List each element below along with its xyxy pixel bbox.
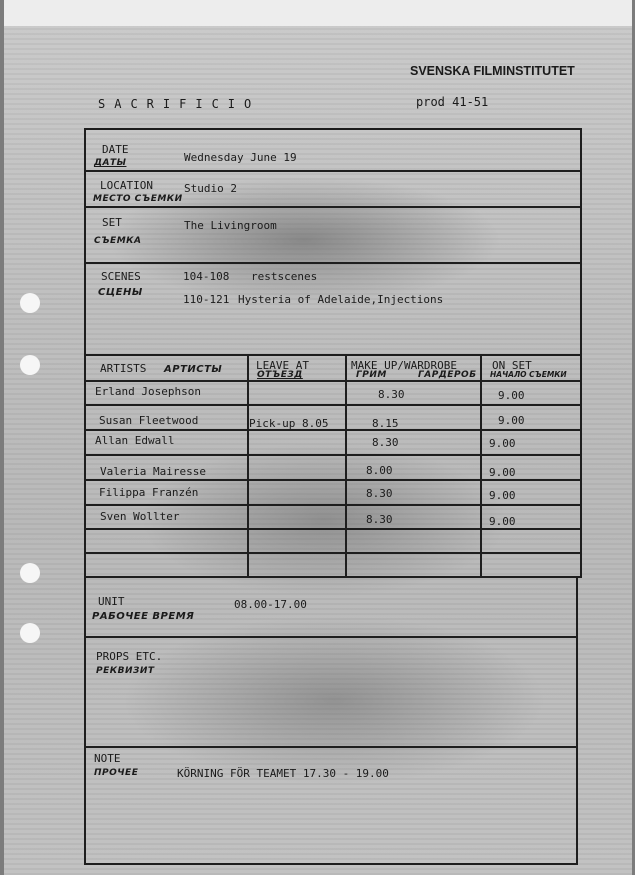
note-label-ru: ПРОЧЕЕ — [94, 768, 139, 778]
frame-left-border — [84, 128, 86, 865]
on-set-time: 9.00 — [498, 389, 525, 402]
makeup-header-ru: ГАРДЕРОБ — [418, 370, 477, 380]
on-set-header: ON SET — [492, 359, 532, 372]
on-set-time: 9.00 — [489, 489, 516, 502]
makeup-time: 8.30 — [366, 513, 393, 526]
document-page — [4, 0, 632, 875]
table-row-divider — [84, 479, 582, 481]
binder-hole — [20, 293, 40, 313]
on-set-time: 9.00 — [489, 437, 516, 450]
on-set-time: 9.00 — [489, 466, 516, 479]
artist-name: Allan Edwall — [95, 434, 175, 447]
location-label: LOCATION — [100, 179, 153, 192]
table-header-border — [84, 380, 582, 382]
props-label: PROPS ETC. — [96, 650, 163, 663]
leave-at-header: LEAVE AT — [256, 359, 309, 372]
note-label: NOTE — [94, 752, 121, 765]
table-row-divider — [84, 504, 582, 506]
institute-name: SVENSKA FILMINSTITUTET — [410, 64, 575, 78]
frame-bottom-border — [84, 863, 578, 865]
scene-description: Hysteria of Adelaide,Injections — [238, 293, 444, 306]
on-set-header-ru: НАЧАЛО СЪЕМКИ — [490, 370, 567, 379]
artist-name: Sven Wollter — [100, 510, 180, 523]
makeup-time: 8.30 — [372, 436, 399, 449]
divider-set — [84, 262, 582, 264]
makeup-time: 8.15 — [372, 417, 399, 430]
divider-props-top — [84, 636, 578, 638]
table-column-divider — [480, 354, 482, 576]
makeup-header: MAKE UP/WARDROBE — [351, 359, 457, 372]
frame-right-border-lower — [576, 576, 578, 865]
artists-header: ARTISTS — [100, 362, 147, 375]
scene-description: restscenes — [251, 270, 318, 283]
note-text: KÖRNING FÖR TEAMET 17.30 - 19.00 — [177, 767, 389, 780]
set-label-ru: СЪЕМКА — [94, 236, 142, 246]
binder-hole — [20, 355, 40, 375]
makeup-time: 8.30 — [378, 388, 405, 401]
location-value: Studio 2 — [184, 182, 237, 195]
makeup-time: 8.00 — [366, 464, 393, 477]
location-label-ru: МЕСТО СЪЕМКИ — [93, 194, 183, 204]
binder-hole — [20, 563, 40, 583]
binder-hole — [20, 623, 40, 643]
artist-name: Filippa Franzén — [99, 486, 199, 499]
divider-note-top — [84, 746, 578, 748]
artist-name: Valeria Mairesse — [100, 465, 206, 478]
frame-top-border — [84, 128, 582, 130]
scenes-label-ru: СЦЕНЫ — [98, 287, 143, 298]
unit-label-ru: РАБОЧЕЕ ВРЕМЯ — [92, 611, 195, 622]
set-label: SET — [102, 216, 122, 229]
date-value: Wednesday June 19 — [184, 151, 297, 164]
table-row-divider — [84, 454, 582, 456]
scan-top-margin — [4, 0, 632, 26]
production-number: prod 41-51 — [416, 95, 489, 109]
makeup-time: 8.30 — [366, 487, 393, 500]
table-row-divider — [84, 528, 582, 530]
scene-range: 110-121 — [183, 293, 230, 306]
film-title: SACRIFICIO — [98, 97, 261, 111]
table-row-divider — [84, 552, 582, 554]
table-row-divider — [84, 429, 582, 431]
frame-right-border — [580, 128, 582, 576]
scene-range: 104-108 — [183, 270, 230, 283]
date-label-ru: ДАТЫ — [94, 158, 127, 168]
unit-hours: 08.00-17.00 — [234, 598, 307, 611]
unit-label: UNIT — [98, 595, 125, 608]
artists-header-ru: АРТИСТЫ — [164, 364, 223, 375]
leave-time: Pick-up 8.05 — [249, 417, 329, 430]
leave-at-header-ru: ОТЪЕЗД — [257, 370, 303, 380]
table-column-divider — [247, 354, 249, 576]
table-bottom-border — [84, 576, 582, 578]
props-label-ru: РЕКВИЗИТ — [96, 666, 155, 676]
on-set-time: 9.00 — [489, 515, 516, 528]
scenes-label: SCENES — [101, 270, 141, 283]
on-set-time: 9.00 — [498, 414, 525, 427]
artist-name: Susan Fleetwood — [99, 414, 199, 427]
table-row-divider — [84, 404, 582, 406]
table-top-border — [84, 354, 582, 356]
set-value: The Livingroom — [184, 219, 277, 232]
divider-location — [84, 206, 582, 208]
artist-name: Erland Josephson — [95, 385, 201, 398]
table-column-divider — [345, 354, 347, 576]
makeup-header-ru: ГРИМ — [356, 370, 387, 380]
date-label: DATE — [102, 143, 129, 156]
divider-date — [84, 170, 582, 172]
